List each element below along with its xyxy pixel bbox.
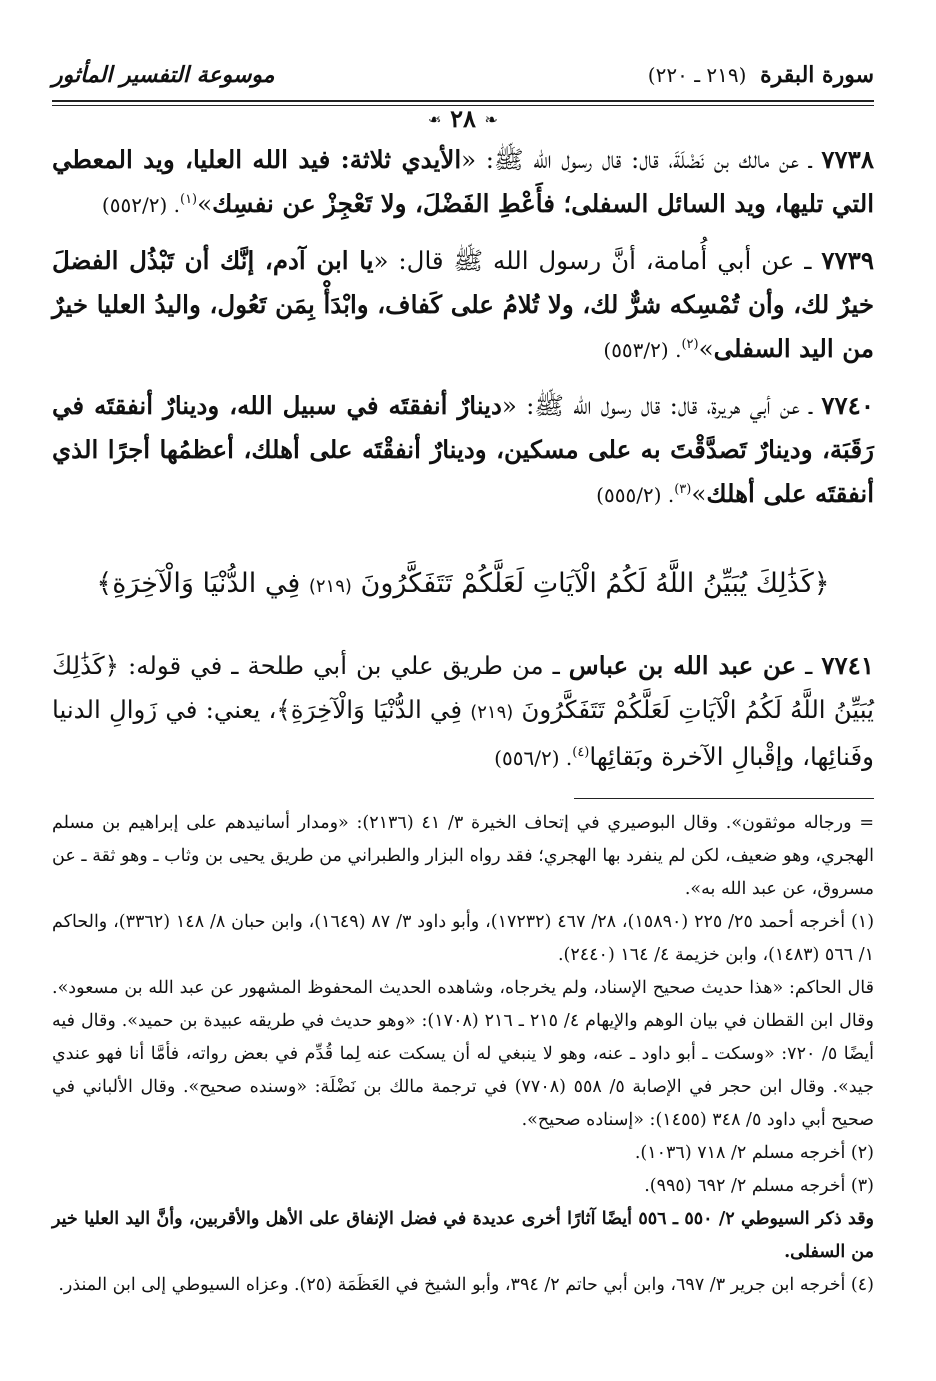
ayah-number-mark: (٢١٩): [308, 576, 352, 597]
quote-close: »: [698, 334, 714, 363]
verse-text: ﴿كَذَٰلِكَ يُبَيِّنُ اللَّهُ لَكُمُ الْآيَاتِ لَعَلَّكُمْ تَتَفَكَّرُونَ: [360, 568, 830, 599]
tafsir-entry-7741: [52, 644, 874, 780]
footnote-1-commentary: قال الحاكم: «هذا حديث صحيح الإسناد، ولم يخرجاه، وشاهده الحديث المحفوظ المشهور عن عبد الله بن مسعود». وقال ابن القطان في بيان الوهم والإيهام ٤/ ٢١٥ ـ ٢١٦ (١٧٠٨): «وهو حديث في طريقه عبيدة بن حميد». وقال فيه أيضًا ٥/ ٧٢٠: «وسكت ـ أبو داود ـ عنه، وهو لا ينبغي له أن يسكت عنه لِما قُدِّم في بعض رواته، فأمَّا أنا فهو عندي جيد». وقال ابن حجر في الإصابة ٥/ ٥٥٨ (٧٧٠٨) في ترجمة مالك بن نَضْلَة: «وسنده صحيح». وقال الألباني في صحيح أبي داود ٥/ ٣٤٨ (١٤٥٥): «إسناده صحيح».: [52, 978, 875, 1130]
entry-intro: ـ عن مالك بن نَضْلَةَ، قال: قال رسول الله ﷺ: «: [461, 145, 822, 174]
footnote-3: (٣) أخرجه مسلم ٢/ ٦٩٢ (٩٩٥).: [644, 1176, 874, 1196]
book-title: موسوعة التفسير المأثور: [52, 62, 275, 88]
footnote-marker: (٤): [572, 744, 590, 760]
footnote-1: (١) أخرجه أحمد ٢٥/ ٢٢٥ (١٥٨٩٠)، ٢٨/ ٤٦٧ (١٧٢٣٢)، وأبو داود ٣/ ٨٧ (١٦٤٩)، وابن حبان ٨/ ١٤٨ (٣٣٦٢)، والحاكم ١/ ٥٦٦ (١٤٨٣)، وابن خزيمة ٤/ ١٦٤ (٢٤٤٠).: [52, 912, 875, 965]
explanation-text: ، يعني: في زَوالِ الدنيا وفَنائِها، وإقْبالِ الآخرة وبَقائِها: [52, 695, 874, 771]
quote-close: »: [691, 479, 707, 508]
footnote-divider: [574, 798, 874, 799]
page-number-area: [52, 104, 874, 138]
reference: . (٥٥٥/٢): [596, 483, 675, 507]
footnote-3-note: وقد ذكر السيوطي ٢/ ٥٥٠ ـ ٥٥٦ أيضًا آثارًا أخرى عديدة في فضل الإنفاق على الأهل والأقربين، وأنَّ اليد العليا خير من السفلى.: [52, 1209, 875, 1262]
hadith-entry-7739: [52, 239, 874, 372]
surah-name: سورة البقرة: [760, 62, 874, 88]
quote-close: »: [197, 189, 213, 218]
running-header: [52, 60, 874, 102]
footnote-4: (٤) أخرجه ابن جرير ٣/ ٦٩٧، وابن أبي حاتم ٢/ ٣٩٤، وأبو الشيخ في العَظَمَة (٢٥). وعزاه السيوطي إلى ابن المنذر.: [58, 1275, 874, 1295]
page: [52, 60, 874, 1302]
reference: . (٥٥٣/٢): [603, 338, 682, 362]
reference: . (٥٥٢/٢): [101, 193, 180, 217]
hadith-text: الأيدي ثلاثة: فيد الله العليا، ويد المعطي التي تليها، ويد السائل السفلى؛ فأَعْطِ الفَضْلَ، ولا تَعْجِزْ عن نفسِك: [52, 145, 874, 218]
verse-text-rest: فِي الدُّنْيَا وَالْآخِرَةِ﴾: [96, 568, 301, 599]
footnote-marker: (٣): [674, 481, 692, 497]
ayah-number-mark: (٢١٩): [470, 702, 514, 723]
verse-quote-rest: فِي الدُّنْيَا وَالْآخِرَةِ﴾: [276, 695, 463, 724]
footnote-marker: (١): [179, 191, 198, 207]
narrator-name: عن عبد الله بن عباس: [568, 651, 797, 680]
entry-dash: ـ: [796, 651, 822, 680]
hadith-entry-7740: [52, 384, 874, 517]
verse-quote: ﴿كَذَٰلِكَ يُبَيِّنُ اللَّهُ لَكُمُ الْآيَاتِ لَعَلَّكُمْ تَتَفَكَّرُونَ: [52, 651, 875, 724]
footnote-continuation: = ورجاله موثقون». وقال البوصيري في إتحاف الخيرة ٣/ ٤١ (٢١٣٦): «ومدار أسانيدهم على إبراهيم بن مسلم الهجري، وهو ضعيف، لكن لم ينفرد بها الهجري؛ فقد رواه البزار والطبراني من طريق يحيى بن وثاب ـ وهو ثقة ـ عن مسروق، عن عبد الله به».: [52, 813, 875, 899]
quran-verse-heading: [52, 561, 874, 610]
header-surah: [648, 62, 874, 88]
hadith-text: يا ابن آدم، إنَّك أن تَبْذُل الفضلَ خيرٌ لك، وأن تُمْسِكه شرٌّ لك، ولا تُلامُ على كَفاف، وابْدَأْ بِمَن تَعُول، واليدُ العليا خيرٌ من اليد السفلى: [52, 246, 874, 363]
entry-number: ٧٧٣٨: [821, 145, 874, 174]
entry-number: ٧٧٤٠: [821, 391, 874, 420]
chain-text: ـ من طريق علي بن أبي طلحة ـ في قوله:: [119, 651, 569, 680]
page-number: ❧ ٢٨ ❧: [432, 104, 494, 133]
entry-intro: ـ عن أبي أُمامة، أنَّ رسول الله ﷺ قال: «: [373, 246, 822, 275]
hadith-entry-7738: [52, 138, 874, 227]
footnote-marker: (٢): [681, 336, 699, 352]
entry-intro: ـ عن أبي هريرة، قال: قال رسول الله ﷺ: «: [501, 391, 822, 420]
ayah-range: (٢١٩ ـ ٢٢٠): [647, 63, 747, 87]
entry-number: ٧٧٤١: [821, 651, 874, 680]
entry-number: ٧٧٣٩: [821, 246, 874, 275]
reference: . (٥٥٦/٢): [494, 746, 573, 770]
footnote-2: (٢) أخرجه مسلم ٢/ ٧١٨ (١٠٣٦).: [634, 1143, 874, 1163]
hadith-text: دينارٌ أنفقتَه في سبيل الله، ودينارٌ أنفقتَه في رَقَبَة، ودينارٌ تَصدَّقْتَ به على مسكين، ودينارٌ أنفقْتَه على أهلك، أعظمُها أجرًا الذي أنفقتَه على أهلك: [52, 391, 874, 508]
